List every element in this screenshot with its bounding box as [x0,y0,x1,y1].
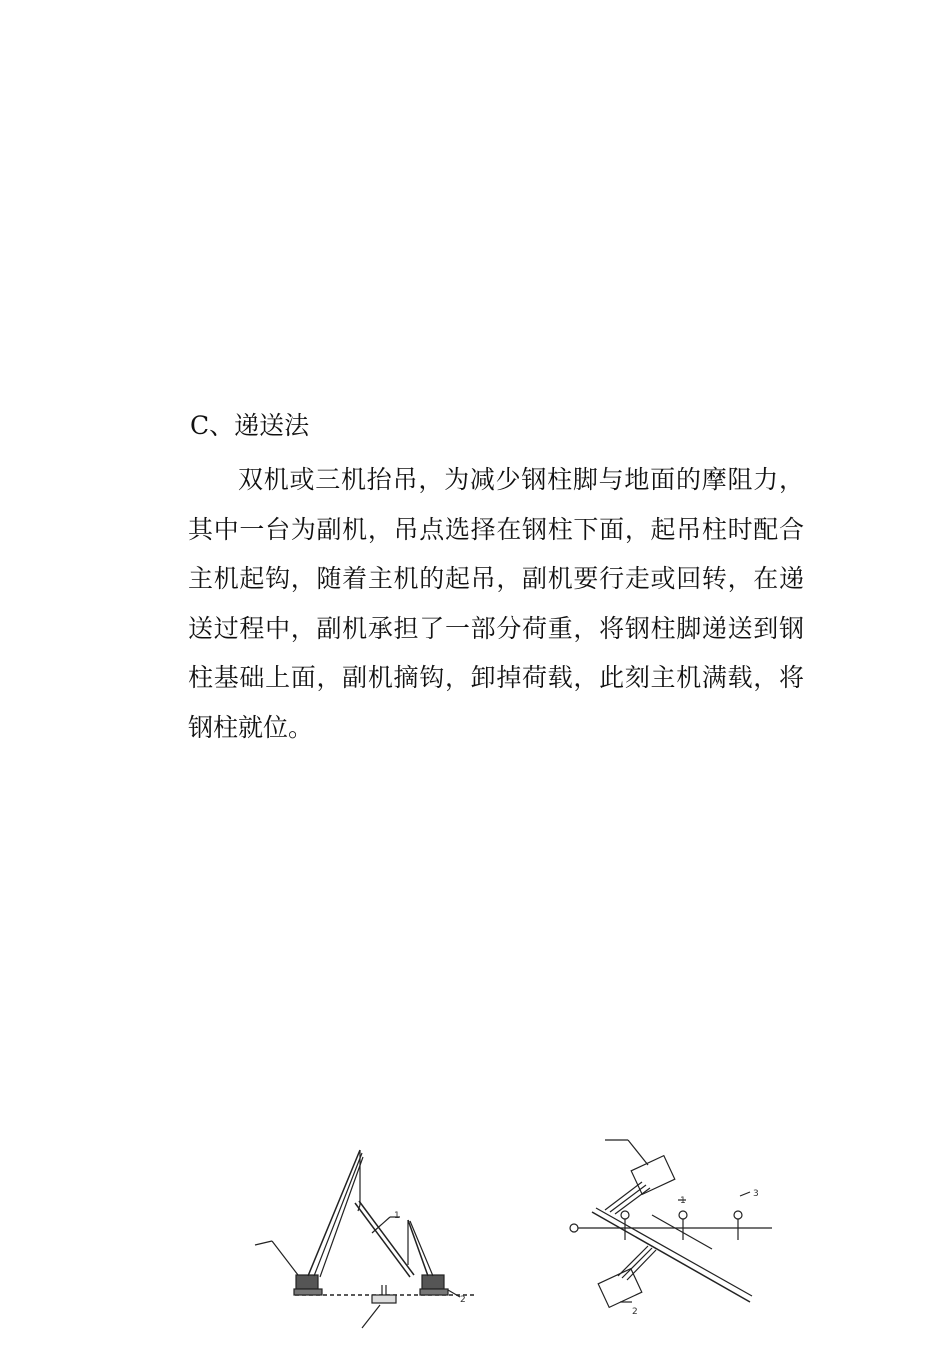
foundation [372,1295,396,1303]
column-position [679,1211,687,1219]
aux-crane-track [420,1289,448,1295]
figure-label-2: 2 [632,1307,638,1317]
steel-column [355,1203,410,1277]
figure-label-2: 2 [460,1295,466,1305]
steel-column [652,1215,712,1249]
leader-line [362,1305,380,1328]
column-position [621,1211,629,1219]
aux-crane-body [422,1275,444,1289]
elevation-diagram [250,1145,490,1345]
section-heading: C、递送法 [190,411,310,440]
leader-line [448,1290,460,1297]
main-crane-plan [631,1156,675,1195]
figure-label-1: 1 [680,1196,686,1206]
column-position [734,1211,742,1219]
main-crane-body [296,1275,318,1289]
leader-line [740,1192,750,1196]
aux-crane-boom [408,1220,428,1276]
section-paragraph: 双机或三机抬吊，为减少钢柱脚与地面的摩阻力，其中一台为副机，吊点选择在钢柱下面，起吊柱时配合主机起钩，随着主机的起吊，副机要行走或回转，在递送过程中，副机承担了一部分荷重，将钢柱脚递送到钢柱基础上面，副机摘钩，卸掉荷载，此刻主机满载，将钢柱就位。 [188,465,804,742]
leader-line [255,1241,272,1245]
main-crane-boom [308,1150,360,1276]
figure-label-1: 1 [394,1211,400,1221]
main-crane-track [294,1289,322,1295]
figure-label-3: 3 [753,1189,759,1199]
plan-diagram [560,1130,790,1330]
